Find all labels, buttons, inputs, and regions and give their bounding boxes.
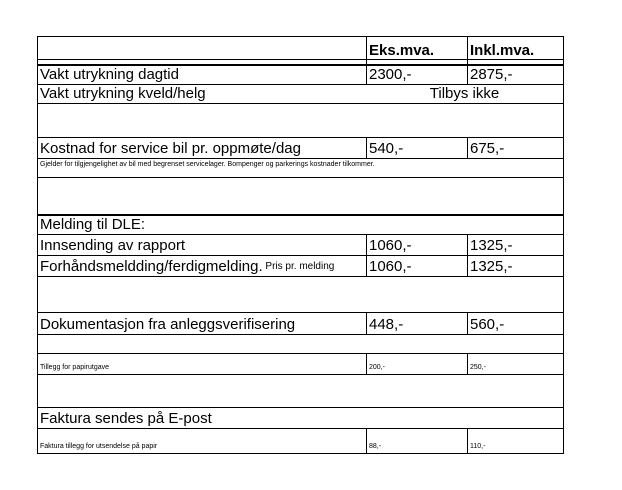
table-row-faktura-epost (38, 408, 563, 429)
table-row-papirutgave (38, 354, 563, 375)
row-price-ex: 540,- (366, 138, 467, 158)
header-inkl-mva: Inkl.mva. (467, 37, 563, 59)
row-label: Dokumentasjon fra anleggsverifisering (40, 316, 296, 333)
table-row-dokumentasjon (38, 313, 563, 335)
row-price-inc: 1325,- (467, 235, 563, 255)
row-label: Faktura sendes på E-post (40, 410, 212, 427)
row-label: Kostnad for service bil pr. oppmøte/dag (40, 140, 301, 157)
sep-cell-ex (366, 60, 467, 64)
row-price-ex: 200,- (366, 354, 467, 374)
row-label: Innsending av rapport (40, 237, 186, 254)
row-price-inc: 2875,- (467, 66, 563, 84)
table-row-forhandsmelding (38, 256, 563, 277)
row-label: Vakt utrykning kveld/helg (40, 85, 206, 102)
row-label: Tillegg for papirutgave (40, 364, 110, 371)
row-price-ex: 88,- (366, 429, 467, 453)
table-row-service-note (38, 159, 563, 178)
table-row-faktura-papir (38, 429, 563, 453)
row-price-inc: 560,- (467, 313, 563, 334)
table-row-vakt-dagtid (38, 66, 563, 85)
row-label: Faktura tillegg for utsendelse på papir (40, 443, 158, 450)
row-label-main: Forhåndsmeldding/ferdigmelding. (40, 258, 263, 275)
row-not-offered: Tilbys ikke (429, 85, 500, 102)
table-row-blank (38, 178, 563, 216)
row-price-ex: 2300,- (366, 66, 467, 84)
row-price-ex: 1060,- (366, 235, 467, 255)
row-price-ex: 448,- (366, 313, 467, 334)
row-label-note: Pris pr. melding (262, 261, 335, 272)
section-heading: Melding til DLE: (40, 216, 146, 233)
table-row-vakt-kveld (38, 85, 563, 104)
row-price-ex: 1060,- (366, 256, 467, 276)
header-blank-cell (38, 37, 366, 59)
row-price-inc: 675,- (467, 138, 563, 158)
table-row-melding-dle (38, 216, 563, 235)
sep-cell-inc (467, 60, 563, 64)
row-label: Vakt utrykning dagtid (40, 66, 179, 83)
price-table (37, 36, 564, 454)
table-row-innsending (38, 235, 563, 256)
table-row-blank (38, 104, 563, 138)
service-note-text: Gjelder for tilgjengelighet av bil med begrenset servicelager. Bompenger og parkerings kostnader tilkommer. (40, 161, 375, 168)
row-label (38, 256, 366, 276)
header-row (38, 37, 563, 60)
row-price-inc: 1325,- (467, 256, 563, 276)
table-row-blank (38, 335, 563, 354)
table-row-blank (38, 277, 563, 313)
table-row-blank (38, 375, 563, 408)
table-row-service-bil (38, 138, 563, 159)
row-price-inc: 250,- (467, 354, 563, 374)
header-eks-mva: Eks.mva. (366, 37, 467, 59)
row-price-inc: 110,- (467, 429, 563, 453)
